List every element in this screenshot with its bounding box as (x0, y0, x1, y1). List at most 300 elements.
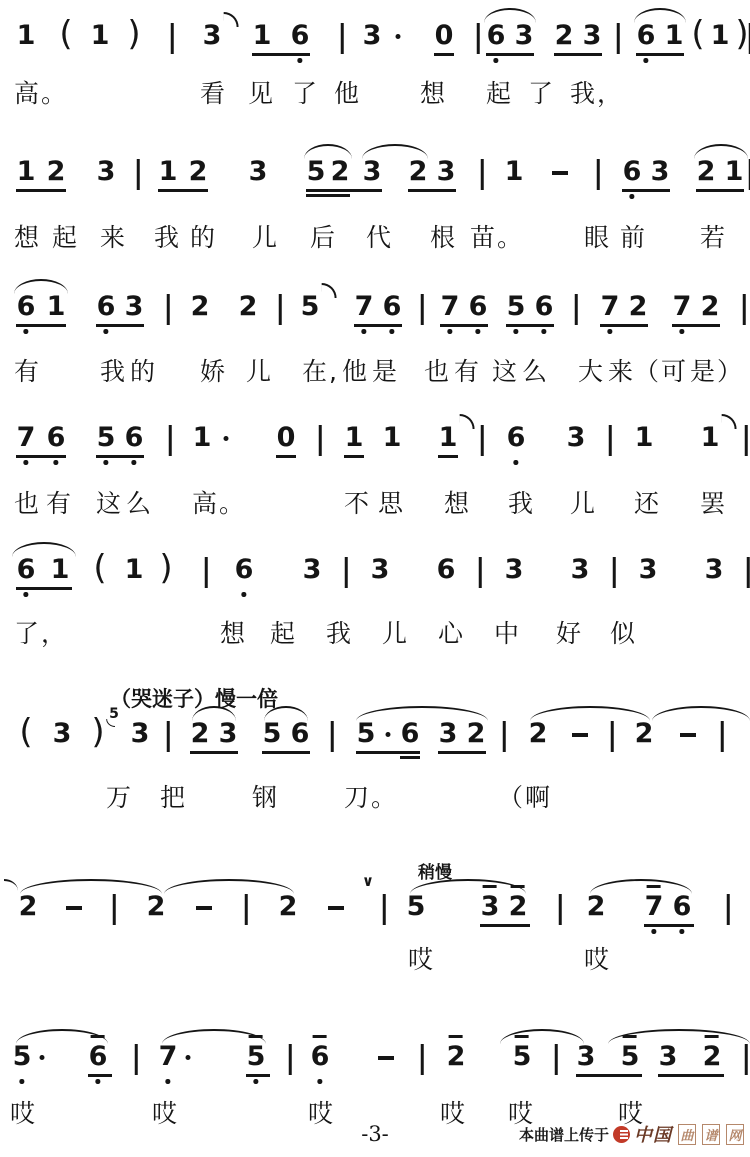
lyric-text: 儿 (382, 619, 410, 648)
lyric-text: 万 (106, 783, 134, 812)
octave-dot-below (254, 1079, 259, 1084)
octave-dot-below (54, 460, 59, 465)
note-token: 3 (481, 893, 500, 920)
note-token: 6 (487, 22, 506, 49)
breath-mark-icon: ∨ (361, 872, 375, 890)
octave-dot-below (24, 592, 29, 597)
octave-dot-below (680, 929, 685, 934)
barline (617, 23, 620, 54)
lyric-text: 的 (190, 223, 218, 252)
note-token: 1 (344, 422, 364, 453)
barline (727, 894, 730, 925)
lyric-text: 眼 (584, 223, 612, 252)
barline (479, 557, 482, 588)
lyric-text: 哎 (618, 1099, 646, 1128)
barline (205, 557, 208, 588)
duration-dash (680, 733, 696, 737)
lyric-text: 好 (556, 619, 584, 648)
note-token: 3 (514, 20, 534, 51)
note-token: 1 (504, 156, 524, 187)
slur (20, 879, 162, 894)
barline (171, 23, 174, 54)
note-token: 2 (554, 20, 574, 51)
beam (576, 1074, 642, 1077)
duration-dash (66, 906, 82, 910)
beam (658, 1074, 724, 1077)
augmentation-dot (386, 732, 391, 737)
note-token: 5 (301, 293, 320, 320)
note-token: 5 (513, 1043, 532, 1070)
note-token: 0 (434, 20, 454, 51)
note-token: 3 (566, 422, 586, 453)
lyric-text: 想 (420, 79, 448, 108)
note-token: 3 (362, 156, 382, 187)
lyric-text: 么 (522, 357, 550, 386)
slur (484, 8, 536, 23)
duration-dash (552, 171, 568, 175)
lyric-text: 了 (292, 79, 320, 108)
beam (408, 189, 456, 192)
barline (597, 159, 600, 190)
beam (672, 324, 720, 327)
slide-mark-icon (223, 12, 238, 27)
slur (362, 144, 428, 159)
note-token: 2 (146, 891, 166, 922)
beam (356, 751, 420, 754)
beam (644, 924, 694, 927)
beam (480, 924, 530, 927)
note-token: 6 (469, 293, 488, 320)
slur (164, 879, 294, 894)
beam (486, 53, 534, 56)
lyric-text: 我 (508, 489, 536, 518)
note-token: 3 (203, 22, 222, 49)
note-token: 2 (238, 291, 258, 322)
barline (611, 721, 614, 752)
slur (694, 144, 748, 159)
note-token: 2 (190, 291, 210, 322)
lyric-text: 不 (344, 489, 372, 518)
note-token: 1 (634, 422, 654, 453)
octave-dot-below (104, 329, 109, 334)
note-token: 2 (634, 718, 654, 749)
note-token: 2 (466, 718, 486, 749)
beam (354, 324, 402, 327)
beam (16, 455, 66, 458)
note-token: 3 (52, 718, 72, 749)
note-token: 6 (673, 893, 692, 920)
note-token: 3 (576, 1041, 596, 1072)
note-token: 3 (124, 291, 144, 322)
lyric-text: 看 (200, 79, 228, 108)
note-token: 3 (302, 554, 322, 585)
note-token: 1 (124, 554, 144, 585)
slur (14, 279, 68, 294)
note-token: 3 (130, 718, 150, 749)
note-token: 7 (601, 293, 620, 320)
note-token: 2 (278, 891, 298, 922)
octave-dot-below (630, 194, 635, 199)
barline (169, 425, 172, 456)
lyric-text: 他 (342, 357, 370, 386)
slide-mark-icon (321, 283, 336, 298)
beam (252, 53, 310, 56)
slide-mark-icon (459, 414, 474, 429)
lyric-text: 儿 (570, 489, 598, 518)
lyric-text: 高。 (192, 489, 247, 518)
barline (559, 894, 562, 925)
lyric-text: 这 (492, 357, 520, 386)
slur (608, 1029, 750, 1044)
beam (622, 189, 670, 192)
lyric-text: 有 (14, 357, 42, 386)
slur (652, 706, 750, 721)
note-token: 3 (362, 20, 382, 51)
barline (481, 425, 484, 456)
barline (167, 294, 170, 325)
octave-dot-below (644, 58, 649, 63)
barline (167, 721, 170, 752)
note-token: 2 (18, 891, 38, 922)
note-token: 6 (97, 293, 116, 320)
note-token: 5 (356, 718, 376, 749)
barline (345, 557, 348, 588)
barline (245, 894, 248, 925)
octave-dot-below (24, 329, 29, 334)
lyric-text: 这 (96, 489, 124, 518)
overbar-mark (449, 1035, 463, 1038)
note-token: 1 (16, 20, 36, 51)
parenthesis-token: ) (735, 14, 749, 54)
note-token: 6 (311, 1043, 330, 1070)
octave-dot-below (608, 329, 613, 334)
site-name-boxed-char: 曲 (678, 1124, 696, 1145)
note-token: 3 (438, 718, 458, 749)
note-token: 2 (700, 291, 720, 322)
beam (88, 1074, 112, 1077)
parenthesis-token: ( (93, 548, 107, 588)
octave-dot-below (96, 1079, 101, 1084)
beam (276, 455, 296, 458)
note-token: 6 (535, 293, 554, 320)
barline (745, 1044, 748, 1075)
note-token: 5 (406, 891, 426, 922)
lyric-text: 有 (454, 357, 482, 386)
note-token: 3 (504, 554, 524, 585)
note-token: 6 (125, 424, 144, 451)
note-token: 5 (621, 1043, 640, 1070)
beam (262, 751, 310, 754)
lyric-text: 想 (14, 223, 42, 252)
octave-dot-below (494, 58, 499, 63)
note-token: 6 (47, 424, 66, 451)
note-token: 1 (46, 291, 66, 322)
beam (96, 455, 144, 458)
beam (440, 324, 488, 327)
note-token: 3 (638, 554, 658, 585)
note-token: 7 (355, 293, 374, 320)
lyric-text: （可 (634, 357, 689, 386)
lyric-text: 哎 (440, 1099, 468, 1128)
tempo-annotation: 稍慢 (418, 863, 452, 883)
lyric-text: 我 (154, 223, 182, 252)
octave-dot-below (20, 1079, 25, 1084)
barline (555, 1044, 558, 1075)
octave-dot-below (104, 460, 109, 465)
barline (503, 721, 506, 752)
octave-dot-below (542, 329, 547, 334)
note-token: 2 (190, 718, 210, 749)
lyric-text: 后 (310, 223, 338, 252)
lyric-text: 么 (126, 489, 154, 518)
note-token: 1 (16, 156, 36, 187)
note-token: 1 (158, 156, 178, 187)
note-token: 1 (192, 422, 212, 453)
lyric-text: 起 (52, 223, 80, 252)
lyric-text: 我， (570, 79, 625, 108)
lyric-text: 我 (326, 619, 354, 648)
note-token: 0 (276, 422, 296, 453)
octave-dot-below (652, 929, 657, 934)
slur (500, 1029, 584, 1044)
lyric-text: 刀。 (344, 783, 399, 812)
note-token: 5 (306, 156, 326, 187)
lyric-text: 是） (690, 357, 745, 386)
note-token: 3 (248, 156, 268, 187)
note-token: 1 (382, 422, 402, 453)
lyric-text: 哎 (152, 1099, 180, 1128)
note-token: 7 (17, 424, 36, 451)
lyric-text: 是 (372, 357, 400, 386)
octave-dot-below (132, 460, 137, 465)
note-token: 1 (50, 554, 70, 585)
note-token: 6 (400, 718, 420, 749)
beam (344, 455, 364, 458)
beam (16, 189, 66, 192)
lyric-text: 哎 (508, 1099, 536, 1128)
tempo-annotation: （哭迷子）慢一倍 (110, 687, 278, 711)
lyric-text: 哎 (10, 1099, 38, 1128)
lyric-text: 根 (430, 223, 458, 252)
barline (279, 294, 282, 325)
lyric-text: 儿 (246, 357, 274, 386)
lyric-text: 前 (620, 223, 648, 252)
lyric-text: 心 (438, 619, 466, 648)
lyric-text: 在, (302, 357, 339, 386)
augmentation-dot (186, 1055, 191, 1060)
lyric-text: 来 (608, 357, 636, 386)
lyric-text: 中 (494, 619, 522, 648)
duration-dash (196, 906, 212, 910)
note-token: 1 (439, 424, 458, 451)
note-token: 3 (570, 554, 590, 585)
note-token: 1 (710, 20, 730, 51)
octave-dot-below (448, 329, 453, 334)
lyric-text: 大 (578, 357, 606, 386)
lyric-text: 钢 (252, 783, 280, 812)
lyric-text: 起 (486, 79, 514, 108)
lyric-text: 起 (270, 619, 298, 648)
beam (16, 324, 66, 327)
lyric-text: 代 (366, 223, 394, 252)
lyric-text: 哎 (408, 945, 436, 974)
note-token: 7 (159, 1043, 178, 1070)
octave-dot-below (24, 460, 29, 465)
note-token: 6 (623, 158, 642, 185)
parenthesis-token: ( (19, 712, 33, 752)
barline (421, 1044, 424, 1075)
note-token: 2 (509, 893, 528, 920)
octave-dot-below (476, 329, 481, 334)
beam (438, 751, 486, 754)
lyric-text: 想 (220, 619, 248, 648)
note-token: 6 (290, 718, 310, 749)
octave-dot-below (166, 1079, 171, 1084)
barline (613, 557, 616, 588)
beam (246, 1074, 270, 1077)
barline (481, 159, 484, 190)
note-token: 3 (658, 1041, 678, 1072)
slur (304, 144, 352, 159)
lyric-text: 了 (528, 79, 556, 108)
barline (289, 1044, 292, 1075)
barline (137, 159, 140, 190)
note-token: 6 (637, 22, 656, 49)
slur (356, 706, 488, 721)
note-token: 2 (703, 1043, 722, 1070)
octave-dot-below (298, 58, 303, 63)
lyric-text: 也 (424, 357, 452, 386)
note-token: 2 (46, 156, 66, 187)
octave-dot-below (318, 1079, 323, 1084)
lyric-text: 也 (14, 489, 42, 518)
note-token: 2 (447, 1043, 466, 1070)
lyric-text: 来 (100, 223, 128, 252)
duration-dash (328, 906, 344, 910)
lyric-text: 还 (634, 489, 662, 518)
note-token: 2 (528, 718, 548, 749)
slur (590, 879, 692, 894)
beam (554, 53, 602, 56)
grace-note: 5 (109, 706, 119, 722)
lyric-text: 苗。 (470, 223, 525, 252)
barline (341, 23, 344, 54)
octave-dot-below (680, 329, 685, 334)
barline (743, 294, 746, 325)
parenthesis-token: ( (691, 14, 705, 54)
beam (96, 324, 144, 327)
note-token: 6 (89, 1043, 108, 1070)
beam (306, 189, 382, 192)
note-token: 2 (586, 891, 606, 922)
lyric-text: 我 (100, 357, 128, 386)
note-token: 6 (507, 424, 526, 451)
lyric-text: 似 (610, 619, 638, 648)
beam (190, 751, 238, 754)
barline (747, 557, 750, 588)
note-token: 3 (96, 156, 116, 187)
note-token: 7 (645, 893, 664, 920)
note-token: 5 (97, 424, 116, 451)
site-name-boxed-char: 网 (726, 1124, 744, 1145)
lyric-text: 若 (700, 223, 728, 252)
note-token: 1 (664, 20, 684, 51)
note-token: 5 (507, 293, 526, 320)
note-token: 2 (628, 291, 648, 322)
note-token: 2 (188, 156, 208, 187)
lyric-text: 哎 (584, 945, 612, 974)
barline (477, 23, 480, 54)
barline (113, 894, 116, 925)
lyric-text: 有 (46, 489, 74, 518)
lyric-text: 的 (130, 357, 158, 386)
parenthesis-token: ) (159, 548, 173, 588)
parenthesis-token: ( (59, 14, 73, 54)
note-token: 1 (252, 20, 272, 51)
beam (600, 324, 648, 327)
note-token: 3 (218, 718, 238, 749)
note-token: 6 (17, 556, 36, 583)
octave-dot-below (390, 329, 395, 334)
lyric-text: 思 (378, 489, 406, 518)
note-token: 1 (90, 20, 110, 51)
lyric-text: 把 (160, 783, 188, 812)
barline (721, 721, 724, 752)
augmentation-dot (40, 1055, 45, 1060)
site-name-boxed-char: 谱 (702, 1124, 720, 1145)
note-token: 3 (650, 156, 670, 187)
lyric-text: 儿 (252, 223, 280, 252)
lyric-text: 见 (248, 79, 276, 108)
note-token: 7 (441, 293, 460, 320)
barline (575, 294, 578, 325)
beam (16, 587, 72, 590)
note-token: 2 (330, 156, 350, 187)
lyric-text: 高。 (14, 79, 69, 108)
lyric-text: 哎 (308, 1099, 336, 1128)
octave-dot-below (242, 592, 247, 597)
barline (745, 425, 748, 456)
slur (16, 1029, 108, 1044)
barline (421, 294, 424, 325)
note-token: 2 (408, 156, 428, 187)
page-number: -3- (361, 1122, 389, 1146)
note-token: 3 (704, 554, 724, 585)
beam (400, 756, 420, 759)
beam (438, 455, 458, 458)
parenthesis-token: ) (91, 712, 105, 752)
note-token: 6 (436, 554, 456, 585)
slur (634, 8, 686, 23)
barline (609, 425, 612, 456)
note-token: 1 (724, 156, 744, 187)
barline (319, 425, 322, 456)
note-token: 6 (383, 293, 402, 320)
augmentation-dot (224, 436, 229, 441)
overbar-mark (313, 1035, 327, 1038)
beam (158, 189, 208, 192)
octave-dot-below (514, 329, 519, 334)
octave-dot-below (514, 460, 519, 465)
duration-dash (572, 733, 588, 737)
octave-dot-below (362, 329, 367, 334)
slur (162, 1029, 266, 1044)
beam (434, 53, 454, 56)
lyric-text: 想 (444, 489, 472, 518)
note-token: 3 (370, 554, 390, 585)
note-token: 7 (673, 293, 692, 320)
lyric-text: 了， (14, 619, 69, 648)
